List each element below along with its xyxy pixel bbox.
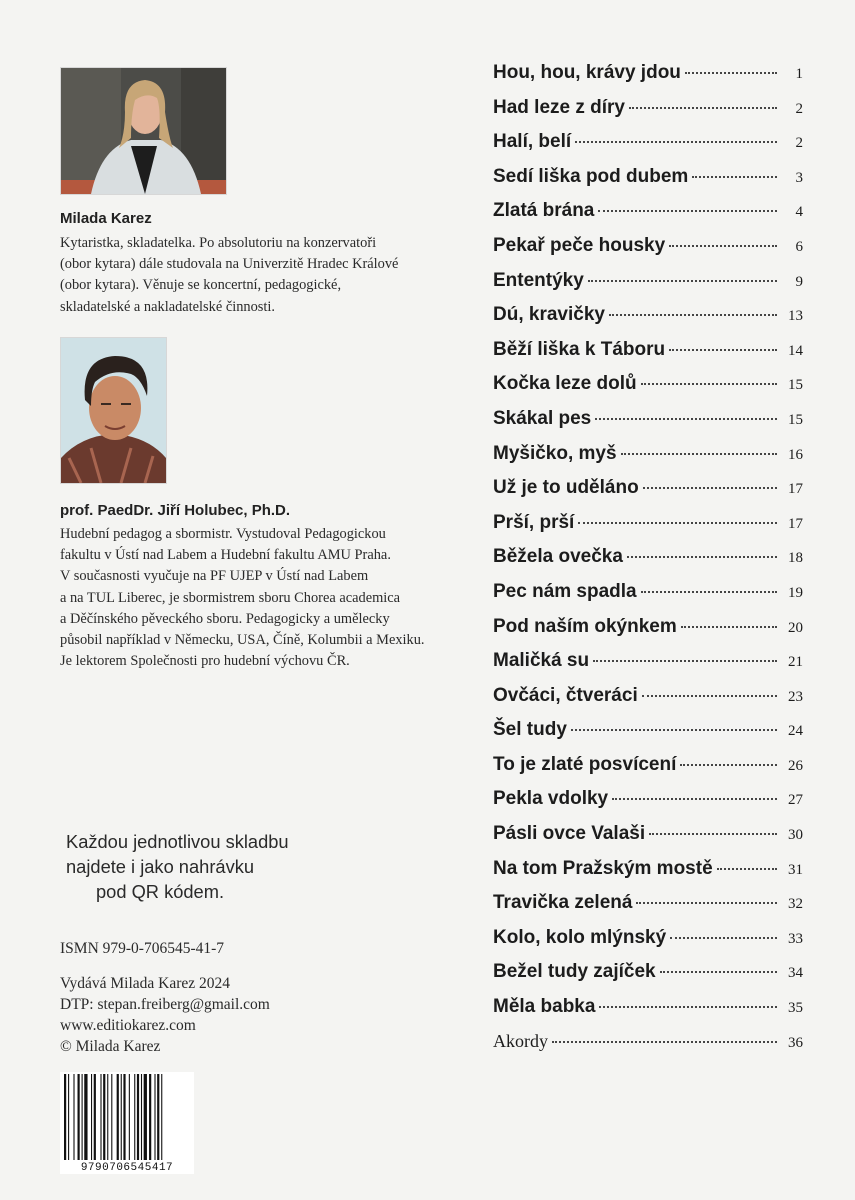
bio-line: Kytaristka, skladatelka. Po absolutoriu na konzervatoři <box>60 235 377 251</box>
toc-leader-dots <box>593 660 777 662</box>
barcode-bar <box>73 1074 74 1160</box>
toc-leader-dots <box>681 626 777 628</box>
bio-line: (obor kytara) dále studovala na Univerzitě Hradec Králové <box>60 256 399 273</box>
toc-entry[interactable] <box>493 97 803 132</box>
toc-page-number: 20 <box>788 619 803 636</box>
toc-title: Běží liška k Táboru <box>493 338 666 360</box>
toc-entry[interactable] <box>493 408 803 443</box>
toc-leader-dots <box>643 487 777 489</box>
toc-page-number: 19 <box>788 584 803 601</box>
toc-page-number: 21 <box>788 654 803 671</box>
toc-leader-dots <box>595 418 777 420</box>
toc-leader-dots <box>621 453 777 455</box>
toc-leader-dots <box>598 210 777 212</box>
barcode-bar <box>91 1074 92 1160</box>
toc-leader-dots <box>552 1041 777 1043</box>
toc-page-number: 9 <box>795 273 803 290</box>
table-of-contents <box>493 62 803 1065</box>
toc-page-number: 18 <box>788 550 803 567</box>
toc-entry[interactable] <box>493 892 803 927</box>
bio-line: V současnosti vyučuje na PF UJEP v Ústí nad Labem <box>60 568 369 585</box>
toc-title: Skákal pes <box>493 407 592 429</box>
toc-leader-dots <box>599 1006 777 1008</box>
toc-entry[interactable] <box>493 200 803 235</box>
bio-line: Je lektorem Společnosti pro hudební výchovu ČR. <box>60 653 350 670</box>
toc-page-number: 1 <box>795 66 803 82</box>
toc-leader-dots <box>641 383 777 385</box>
toc-entry[interactable] <box>493 477 803 512</box>
toc-leader-dots <box>680 764 777 766</box>
toc-entry[interactable] <box>493 443 803 478</box>
toc-page-number: 6 <box>795 238 803 255</box>
toc-page-number: 14 <box>788 342 803 359</box>
barcode-bar <box>157 1074 159 1160</box>
toc-entry[interactable] <box>493 131 803 166</box>
toc-entry[interactable] <box>493 961 803 996</box>
barcode-bar <box>141 1074 142 1160</box>
toc-leader-dots <box>575 141 777 143</box>
toc-entry[interactable] <box>493 235 803 270</box>
publisher-line: © Milada Karez <box>60 1038 161 1055</box>
barcode-bar <box>154 1074 155 1160</box>
toc-leader-dots <box>612 798 777 800</box>
barcode-bar <box>82 1074 83 1160</box>
toc-entry[interactable] <box>493 1031 803 1066</box>
toc-title: Ententýky <box>493 269 584 291</box>
toc-page-number: 17 <box>788 481 803 498</box>
toc-page-number: 24 <box>788 723 803 740</box>
toc-title: Pásli ovce Valaši <box>493 823 646 845</box>
bio-line: působil například v Německu, USA, Číně, Kolumbii a Mexiku. <box>60 632 425 649</box>
barcode-bar <box>103 1074 105 1160</box>
toc-page-number: 15 <box>788 377 803 394</box>
toc-page-number: 34 <box>788 965 803 982</box>
toc-title: Hou, hou, krávy jdou <box>493 62 681 83</box>
toc-page-number: 4 <box>795 204 803 221</box>
toc-entry[interactable] <box>493 546 803 581</box>
toc-entry[interactable] <box>493 270 803 305</box>
toc-entry[interactable] <box>493 616 803 651</box>
toc-leader-dots <box>641 591 777 593</box>
barcode-bar <box>64 1074 66 1160</box>
toc-page-number: 31 <box>788 861 803 878</box>
toc-title: Akordy <box>493 1030 548 1051</box>
barcode-bar <box>111 1074 112 1160</box>
barcode-bar <box>134 1074 135 1160</box>
barcode-bar <box>121 1074 122 1160</box>
ismn-text: ISMN 979-0-706545-41-7 <box>60 940 225 957</box>
toc-page-number: 13 <box>788 308 803 325</box>
barcode-bar <box>123 1074 125 1160</box>
toc-title: Zlatá brána <box>493 200 595 222</box>
toc-entry[interactable] <box>493 304 803 339</box>
toc-page-number: 36 <box>788 1034 803 1051</box>
toc-entry[interactable] <box>493 788 803 823</box>
toc-leader-dots <box>685 72 777 74</box>
barcode-bar <box>137 1074 139 1160</box>
toc-title: Ovčáci, čtveráci <box>493 684 638 706</box>
toc-entry[interactable] <box>493 927 803 962</box>
qr-recording-note <box>66 829 366 904</box>
toc-entry[interactable] <box>493 685 803 720</box>
toc-page-number: 23 <box>788 688 803 705</box>
bio-line: fakultu v Ústí nad Labem a Hudební fakultu AMU Praha. <box>60 547 391 564</box>
toc-leader-dots <box>578 522 777 524</box>
barcode-bar <box>84 1074 87 1160</box>
toc-title: Pekla vdolky <box>493 788 609 810</box>
toc-page-number: 33 <box>788 930 803 947</box>
barcode-bar <box>144 1074 147 1160</box>
toc-title: Prší, prší <box>493 511 575 533</box>
bio-line: skladatelské a nakladatelské činnosti. <box>60 298 275 315</box>
toc-entry[interactable] <box>493 996 803 1031</box>
toc-page-number: 16 <box>788 446 803 463</box>
toc-leader-dots <box>660 971 777 973</box>
toc-leader-dots <box>669 349 777 351</box>
toc-entry[interactable] <box>493 373 803 408</box>
toc-leader-dots <box>692 176 777 178</box>
qr-note-line: najdete i jako nahrávku <box>66 856 255 877</box>
toc-title: Šel tudy <box>493 719 567 741</box>
barcode-bar <box>68 1074 69 1160</box>
toc-leader-dots <box>642 695 777 697</box>
toc-leader-dots <box>717 868 777 870</box>
toc-entry[interactable] <box>493 823 803 858</box>
toc-title: Pod naším okýnkem <box>493 615 677 637</box>
ismn-number <box>60 938 224 959</box>
toc-entry[interactable] <box>493 650 803 685</box>
toc-entry[interactable] <box>493 581 803 616</box>
qr-note-line: Každou jednotlivou skladbu <box>66 831 289 852</box>
toc-entry[interactable] <box>493 339 803 374</box>
bio-line: a na TUL Liberec, je sbormistrem sboru Chorea academica <box>60 589 401 606</box>
toc-page-number: 35 <box>788 1000 803 1017</box>
toc-page-number: 2 <box>795 100 803 117</box>
toc-title: Pec nám spadla <box>493 580 637 602</box>
toc-title: Dú, kravičky <box>493 304 605 326</box>
toc-page-number: 30 <box>788 827 803 844</box>
toc-page-number: 32 <box>788 896 803 913</box>
toc-entry[interactable] <box>493 858 803 893</box>
toc-title: Měla babka <box>493 996 596 1018</box>
toc-title: Pekař peče housky <box>493 234 666 256</box>
publisher-info <box>60 973 270 1057</box>
barcode-digits: 9790706545417 <box>60 1162 194 1174</box>
author-bio-1 <box>60 233 460 318</box>
bio-line: a Děčínského pěveckého sboru. Pedagogicky a umělecky <box>60 610 390 627</box>
publisher-line: www.editiokarez.com <box>60 1017 196 1034</box>
toc-page-number: 27 <box>788 792 803 809</box>
toc-leader-dots <box>636 902 777 904</box>
toc-leader-dots <box>669 245 777 247</box>
barcode-bar <box>149 1074 151 1160</box>
publisher-line: Vydává Milada Karez 2024 <box>60 975 231 992</box>
toc-page-number: 3 <box>795 169 803 186</box>
toc-page-number: 17 <box>788 515 803 532</box>
toc-page-number: 2 <box>795 135 803 152</box>
toc-title: Travička zelená <box>493 892 633 914</box>
qr-note-line: pod QR kódem. <box>96 881 225 902</box>
toc-entry[interactable] <box>493 166 803 201</box>
toc-title: Na tom Pražským mostě <box>493 857 713 879</box>
author-bio-2 <box>60 524 460 672</box>
toc-leader-dots <box>571 729 777 731</box>
publisher-line: DTP: stepan.freiberg@gmail.com <box>60 996 270 1013</box>
barcode-bar <box>78 1074 80 1160</box>
toc-title: Už je to uděláno <box>493 477 639 499</box>
barcode <box>60 1072 194 1174</box>
toc-page-number: 15 <box>788 411 803 428</box>
toc-title: Had leze z díry <box>493 96 625 118</box>
toc-title: Kočka leze dolů <box>493 373 637 395</box>
toc-title: Maličká su <box>493 650 590 672</box>
toc-title: Halí, belí <box>493 131 572 153</box>
bio-line: (obor kytara). Věnuje se koncertní, pedagogické, <box>60 277 342 294</box>
author-photo-milada-karez <box>60 67 227 195</box>
barcode-bar <box>100 1074 101 1160</box>
toc-title: To je zlaté posvícení <box>493 753 677 775</box>
barcode-bar <box>94 1074 96 1160</box>
toc-leader-dots <box>588 280 777 282</box>
toc-leader-dots <box>609 314 777 316</box>
barcode-bar <box>117 1074 119 1160</box>
bio-line: Hudební pedagog a sbormistr. Vystudoval Pedagogickou <box>60 526 386 542</box>
toc-entry[interactable] <box>493 754 803 789</box>
toc-title: Sedí liška pod dubem <box>493 165 689 187</box>
toc-title: Běžela ovečka <box>493 546 623 568</box>
barcode-bar <box>107 1074 108 1160</box>
toc-title: Myšičko, myš <box>493 442 617 464</box>
barcode-bar <box>161 1074 162 1160</box>
toc-page-number: 26 <box>788 757 803 774</box>
author-photo-jiri-holubec <box>60 337 167 484</box>
author-name-1: Milada Karez <box>60 210 152 227</box>
author-name-2: prof. PaedDr. Jiří Holubec, Ph.D. <box>60 502 291 519</box>
toc-leader-dots <box>670 937 777 939</box>
toc-title: Kolo, kolo mlýnský <box>493 926 667 948</box>
toc-title: Bežel tudy zajíček <box>493 961 656 983</box>
toc-leader-dots <box>649 833 777 835</box>
toc-entry[interactable] <box>493 62 803 97</box>
barcode-bar <box>129 1074 130 1160</box>
toc-leader-dots <box>627 556 777 558</box>
toc-entry[interactable] <box>493 512 803 547</box>
toc-leader-dots <box>629 107 777 109</box>
toc-entry[interactable] <box>493 719 803 754</box>
